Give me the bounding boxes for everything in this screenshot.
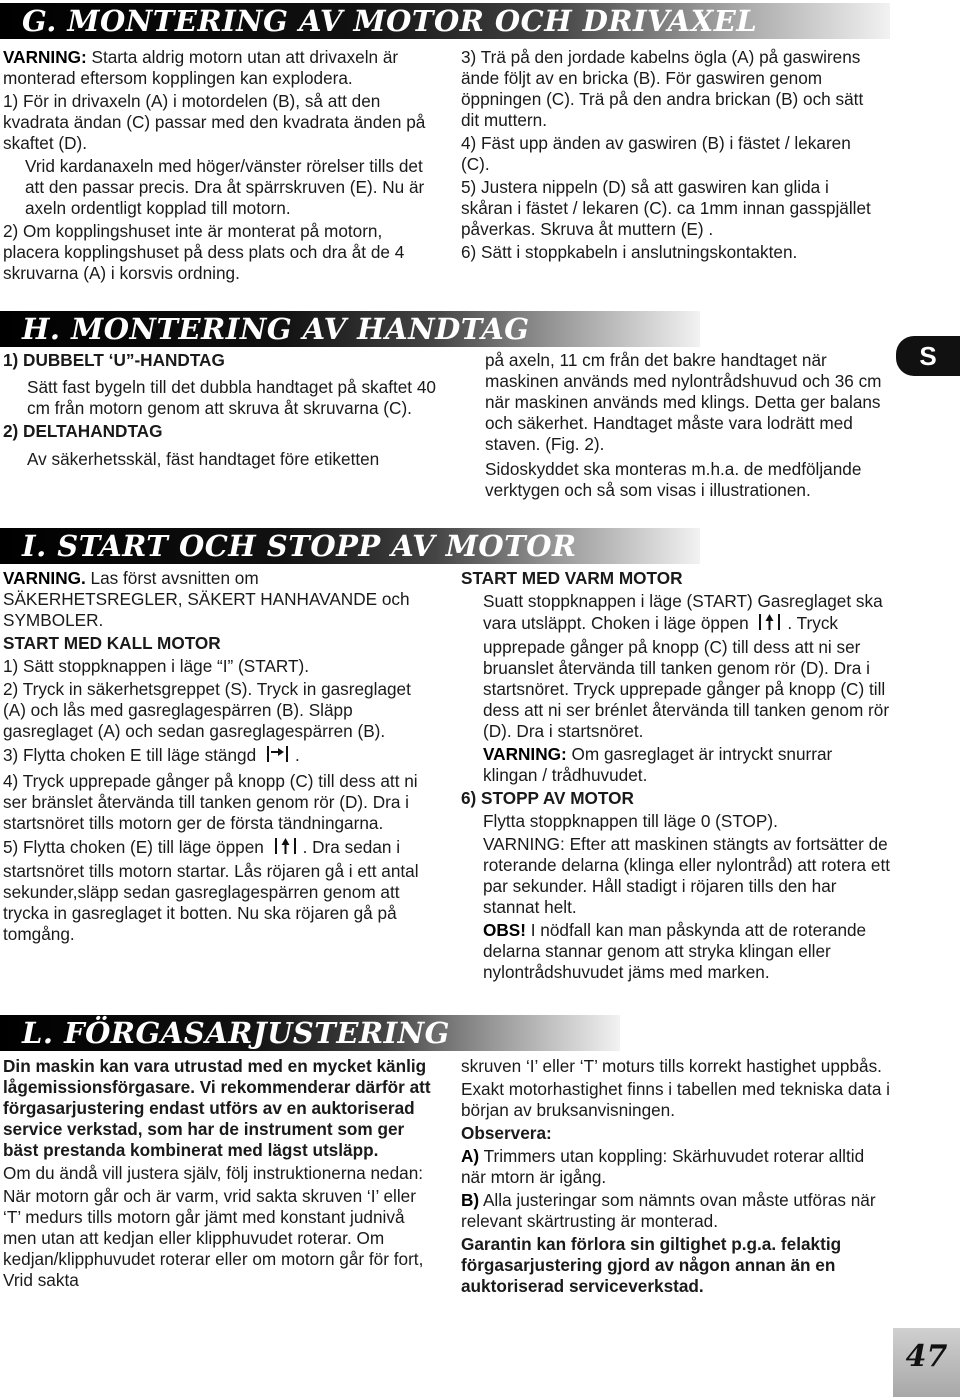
section-g-title: G. MONTERING AV MOTOR OCH DRIVAXEL <box>22 4 758 38</box>
i-cold-step-1: 1) Sätt stoppknappen i läge “I” (START). <box>3 656 310 676</box>
h-right-text-2: Sidoskyddet ska monteras m.h.a. de medföljande verktygen och så som visas i illustrationen. <box>485 459 862 500</box>
l-note-a-label: A) <box>461 1146 480 1166</box>
section-h-title: H. MONTERING AV HANDTAG <box>22 312 530 346</box>
i-cold-step-5 <box>3 836 433 945</box>
i-warm-text <box>461 591 891 742</box>
g-step-1-detail: Vrid kardanaxeln med höger/vänster rörelser tills det att den passar precis. Dra åt spärrskruven (E). Nu är axeln ordentligt kopplad till motorn. <box>25 156 425 218</box>
g-step-6: 6) Sätt i stoppkabeln i anslutningskontakten. <box>461 242 798 262</box>
i-warm-text-2: . Tryck upprepade gånger på knopp (C) till dess att ni ser bruanslet återvända till tanken genom rör (D). Dra i startsnöret. Tryck upprepade gånger på knopp (C) till dess att ni ser brénlet återvända till tanken genom rör (D). Dra i startsnöret. <box>483 613 890 741</box>
i-warning <box>3 568 433 631</box>
i-stop-text-1: Flytta stoppknappen till läge 0 (STOP). <box>483 811 778 831</box>
i-obs-text: I nödfall kan man påskynda att de roterande delarna stannar genom att stryka klingan eller nylontrådshuvudet jäms med marken. <box>483 920 867 982</box>
i-obs <box>461 920 891 983</box>
page-number: 47 <box>905 1339 948 1374</box>
l-note-b-label: B) <box>461 1190 480 1210</box>
h-double-u-heading: 1) DUBBELT ‘U”-HANDTAG <box>3 350 225 370</box>
i-cold-step-3-end: . <box>294 745 300 765</box>
i-stop-heading: 6) STOPP AV MOTOR <box>461 788 634 808</box>
g-step-2: 2) Om kopplingshuset inte är monterat på motorn, placera kopplingshuset på dess plats och dra åt de 4 skruvarna (A) i korsvis ordning. <box>3 221 405 283</box>
i-cold-step-2: 2) Tryck in säkerhetsgreppet (S). Tryck in gasreglaget (A) och lås med gasreglagespärren (B). Släpp gasreglaget (A) och sedan gasreglagespärren (B). <box>3 679 411 741</box>
section-i-right <box>461 568 891 985</box>
l-note-b-text: Alla justeringar som nämnts ovan måste utföras när relevant skärtrusting är monterad. <box>461 1190 876 1231</box>
l-right-text-2: Exakt motorhastighet finns i tabellen med tekniska data i början av bruksanvisningen. <box>461 1079 890 1120</box>
l-intro-bold: Din maskin kan vara utrustad med en mycket känlig lågemissionsförgasare. Vi rekommenderar därför att förgasarjustering endast utförs av en auktoriserad service verkstad, som har de instrument som ger bäst prestanda kombinerat med lägst utsläpp. <box>3 1056 431 1160</box>
language-tab: S <box>896 336 960 376</box>
h-double-u-text: Sätt fast bygeln till det dubbla handtaget på skaftet 40 cm från motorn genom att skruva åt skruvarna (C). <box>27 377 436 418</box>
l-note-a-text: Trimmers utan koppling: Skärhuvudet roterar alltid när mtorn är igång. <box>461 1146 865 1187</box>
section-h-right <box>485 350 885 503</box>
i-warning-label: VARNING. <box>3 568 86 588</box>
section-l-title: L. FÖRGASARJUSTERING <box>22 1016 450 1050</box>
i-cold-step-3 <box>3 744 433 769</box>
i-cold-step-3-text: 3) Flytta choken E till läge stängd <box>3 745 257 765</box>
g-step-5: 5) Justera nippeln (D) så att gaswiren kan glida i skåran i fästet / lekaren (C). ca 1mm innan gasspjället påverkas. Skruva åt muttern (E) . <box>461 177 871 239</box>
i-warm-warning-text: Om gasreglaget är intryckt snurrar klingan / trådhuvudet. <box>483 744 833 785</box>
h-right-text-1: på axeln, 11 cm från det bakre handtaget när maskinen används med nylontrådshuvud och 36 cm när maskinen används med klings. Detta ger balans och säkerhet. Handtaget måste vara lodrätt med staven. (Fig. 2). <box>485 350 882 454</box>
i-warning-text: Las först avsnitten om SÄKERHETSREGLER, SÄKERT HANHAVANDE och SYMBOLER. <box>3 568 410 630</box>
i-warm-warning <box>461 744 891 786</box>
g-warning-label: VARNING: <box>3 47 87 67</box>
i-cold-step-5-rest: . Dra sedan i startsnöret tills motorn startar. Lås röjaren gå i ett antal sekunder,släpp sedan gasreglagespärren genom att trycka in gasreglaget it botten. Nu ska röjaren gå på tomgång. <box>3 837 419 944</box>
l-note-a <box>461 1146 891 1188</box>
i-stop-text-2: VARNING: Efter att maskinen stängts av fortsätter de roterande delarna (klinga eller nylontråd) att rotera ett par sekunder. Håll stadigt i röjaren tills den har stannat helt. <box>483 834 890 917</box>
i-warm-text-1: Suatt stoppknappen i läge (START) Gasreglaget ska vara utsläppt. Choken i läge öppen <box>483 591 883 633</box>
choke-open-icon <box>273 836 299 861</box>
section-l-left <box>3 1056 433 1293</box>
section-i-title: I. START OCH STOPP AV MOTOR <box>22 529 577 563</box>
l-guarantee: Garantin kan förlora sin giltighet p.g.a. felaktig förgasarjustering gjord av någon annan än en auktoriserad serviceverkstad. <box>461 1234 842 1296</box>
section-g-right <box>461 47 881 265</box>
h-delta-text: Av säkerhetsskäl, fäst handtaget före etiketten <box>27 449 380 469</box>
page-number-box <box>893 1328 960 1397</box>
h-delta-heading: 2) DELTAHANDTAG <box>3 421 163 441</box>
section-g-header <box>0 3 890 39</box>
g-step-3: 3) Trä på den jordade kabelns ögla (A) på gaswirens ände följt av en bricka (B). För gaswiren genom öppningen (C). Trä på den andra brickan (B) och sätt dit muttern. <box>461 47 864 130</box>
i-cold-step-4: 4) Tryck upprepade gånger på knopp (C) till dess att ni ser bränslet återvända till tanken genom rör (D). Dra i startsnöret tills motorn ger de första tändningarna. <box>3 771 418 833</box>
l-text-1: Om du ändå vill justera själv, följ instruktionerna nedan: <box>3 1163 424 1183</box>
l-obs-heading: Observera: <box>461 1123 552 1143</box>
l-text-2: När motorn går och är varm, vrid sakta skruven ‘I’ eller ‘T’ medurs tills motorn går jämt med konstant judnivå men utan att kedjan eller klipphuvudet roterar. Om kedjan/klipphuvudet roterar eller om motorn går för fort, Vrid sakta <box>3 1186 424 1290</box>
section-i-header <box>0 528 700 564</box>
choke-closed-icon <box>265 744 291 769</box>
section-l-header <box>0 1015 620 1051</box>
i-obs-label: OBS! <box>483 920 526 940</box>
i-warm-warning-label: VARNING: <box>483 744 567 764</box>
g-warning-text: Starta aldrig motorn utan att drivaxeln är monterad eftersom kopplingen kan explodera. <box>3 47 399 88</box>
section-h-left <box>3 350 443 472</box>
g-step-4: 4) Fäst upp änden av gaswiren (B) i fästet / lekaren (C). <box>461 133 851 174</box>
choke-open-icon-warm <box>757 612 783 637</box>
g-warning <box>3 47 443 89</box>
section-i-left <box>3 568 433 947</box>
l-note-b <box>461 1190 891 1232</box>
g-step-1: 1) För in drivaxeln (A) i motordelen (B), så att den kvadrata ändan (C) passar med den kvadrata änden på skaftet (D). <box>3 91 426 153</box>
section-h-header <box>0 311 700 347</box>
l-right-text-1: skruven ‘I’ eller ‘T’ moturs tills korrekt hastighet uppbås. <box>461 1056 882 1076</box>
i-warm-heading: START MED VARM MOTOR <box>461 568 683 588</box>
section-l-right <box>461 1056 891 1299</box>
section-g-left <box>3 47 443 286</box>
i-cold-heading: START MED KALL MOTOR <box>3 633 221 653</box>
i-cold-step-5-text: 5) Flytta choken (E) till läge öppen <box>3 837 264 857</box>
